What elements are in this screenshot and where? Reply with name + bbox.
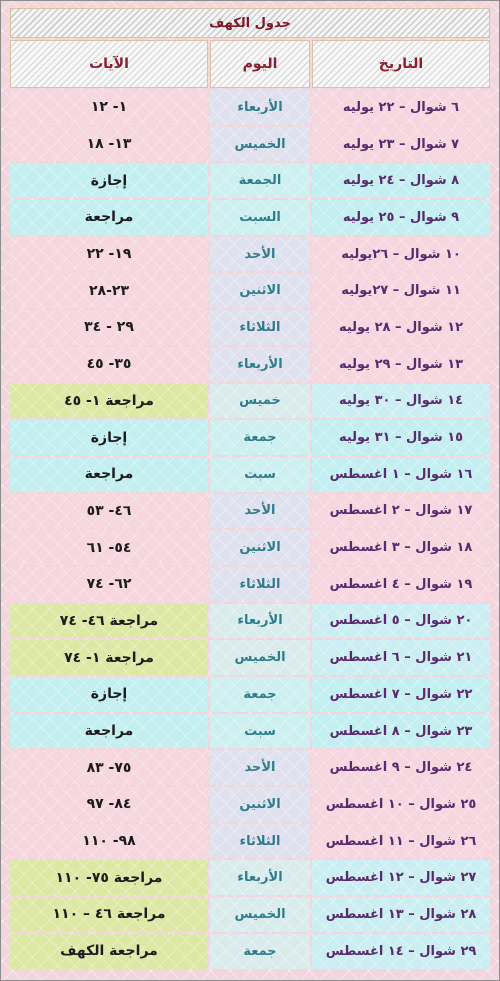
date-cell: ١٣ شوال – ٢٩ يوليه (312, 347, 490, 382)
schedule-row (10, 163, 490, 198)
schedule-row (10, 237, 490, 272)
day-cell: الخميس (210, 640, 310, 675)
verses-cell: ٨٤- ٩٧ (10, 787, 208, 822)
schedule-table-body (10, 90, 490, 971)
schedule-row (10, 677, 490, 712)
day-cell: الاثنين (210, 530, 310, 565)
schedule-row (10, 640, 490, 675)
column-header-date: التاريخ (312, 40, 490, 88)
verses-cell: إجازة (10, 677, 208, 712)
day-cell: سبت (210, 714, 310, 749)
date-cell: ١٨ شوال – ٣ اغسطس (312, 530, 490, 565)
day-cell: الأربعاء (210, 604, 310, 639)
schedule-row (10, 714, 490, 749)
schedule-row (10, 787, 490, 822)
date-cell: ١٤ شوال – ٣٠ يوليه (312, 384, 490, 419)
day-cell: الاثنين (210, 787, 310, 822)
day-cell: الثلاثاء (210, 567, 310, 602)
verses-cell: ٣٥- ٤٥ (10, 347, 208, 382)
date-cell: ٨ شوال – ٢٤ يوليه (312, 163, 490, 198)
date-cell: ١٩ شوال – ٤ اغسطس (312, 567, 490, 602)
day-cell: الثلاثاء (210, 824, 310, 859)
date-cell: ٢٦ شوال – ١١ اغسطس (312, 824, 490, 859)
verses-cell: مراجعة (10, 457, 208, 492)
day-cell: جمعة (210, 934, 310, 969)
date-cell: ٢٤ شوال – ٩ اغسطس (312, 750, 490, 785)
date-cell: ٢٢ شوال – ٧ اغسطس (312, 677, 490, 712)
day-cell: سبت (210, 457, 310, 492)
day-cell: خميس (210, 384, 310, 419)
schedule-row (10, 860, 490, 895)
verses-cell: مراجعة ٤٦- ٧٤ (10, 604, 208, 639)
date-cell: ١٧ شوال – ٢ اغسطس (312, 494, 490, 529)
date-cell: ٢٧ شوال – ١٢ اغسطس (312, 860, 490, 895)
day-cell: الثلاثاء (210, 310, 310, 345)
date-cell: ١١ شوال – ٢٧يوليه (312, 273, 490, 308)
date-cell: ١٢ شوال – ٢٨ يوليه (312, 310, 490, 345)
date-cell: ٢٠ شوال – ٥ اغسطس (312, 604, 490, 639)
schedule-row (10, 90, 490, 125)
schedule-row (10, 604, 490, 639)
day-cell: الجمعة (210, 163, 310, 198)
schedule-row (10, 310, 490, 345)
verses-cell: ١٣- ١٨ (10, 127, 208, 162)
verses-cell: مراجعة ٧٥- ١١٠ (10, 860, 208, 895)
day-cell: الخميس (210, 127, 310, 162)
verses-cell: مراجعة ١- ٤٥ (10, 384, 208, 419)
schedule-row (10, 750, 490, 785)
date-cell: ١٦ شوال – ١ اغسطس (312, 457, 490, 492)
verses-cell: ٧٥- ٨٣ (10, 750, 208, 785)
column-header-verses: الآيات (10, 40, 208, 88)
day-cell: جمعة (210, 677, 310, 712)
verses-cell: ٢٩ - ٣٤ (10, 310, 208, 345)
table-header-row (10, 40, 490, 88)
day-cell: جمعة (210, 420, 310, 455)
schedule-row (10, 127, 490, 162)
day-cell: الأحد (210, 494, 310, 529)
verses-cell: مراجعة ١- ٧٤ (10, 640, 208, 675)
schedule-row (10, 420, 490, 455)
verses-cell: مراجعة (10, 714, 208, 749)
table-title: جدول الكهف (10, 8, 490, 38)
day-cell: الأحد (210, 750, 310, 785)
verses-cell: ١٩- ٢٢ (10, 237, 208, 272)
schedule-row (10, 347, 490, 382)
verses-cell: ١- ١٢ (10, 90, 208, 125)
date-cell: ٦ شوال – ٢٢ يوليه (312, 90, 490, 125)
schedule-row (10, 530, 490, 565)
date-cell: ١٥ شوال – ٣١ يوليه (312, 420, 490, 455)
schedule-row (10, 934, 490, 969)
verses-cell: إجازة (10, 420, 208, 455)
schedule-row (10, 384, 490, 419)
date-cell: ٢٣ شوال – ٨ اغسطس (312, 714, 490, 749)
verses-cell: مراجعة (10, 200, 208, 235)
schedule-row (10, 567, 490, 602)
day-cell: الخميس (210, 897, 310, 932)
column-header-day: اليوم (210, 40, 310, 88)
date-cell: ٢٩ شوال – ١٤ اغسطس (312, 934, 490, 969)
date-cell: ٧ شوال – ٢٣ يوليه (312, 127, 490, 162)
schedule-row (10, 494, 490, 529)
date-cell: ٢١ شوال – ٦ اغسطس (312, 640, 490, 675)
verses-cell: ٩٨- ١١٠ (10, 824, 208, 859)
verses-cell: إجازة (10, 163, 208, 198)
schedule-row (10, 273, 490, 308)
verses-cell: مراجعة الكهف (10, 934, 208, 969)
day-cell: الأربعاء (210, 860, 310, 895)
day-cell: الأربعاء (210, 347, 310, 382)
schedule-row (10, 824, 490, 859)
day-cell: الأربعاء (210, 90, 310, 125)
day-cell: الاثنين (210, 273, 310, 308)
verses-cell: ٢٣-٢٨ (10, 273, 208, 308)
schedule-row (10, 200, 490, 235)
date-cell: ٢٥ شوال – ١٠ اغسطس (312, 787, 490, 822)
verses-cell: ٥٤- ٦١ (10, 530, 208, 565)
schedule-row (10, 457, 490, 492)
schedule-row (10, 897, 490, 932)
verses-cell: ٦٢- ٧٤ (10, 567, 208, 602)
date-cell: ٩ شوال – ٢٥ يوليه (312, 200, 490, 235)
verses-cell: ٤٦- ٥٣ (10, 494, 208, 529)
verses-cell: مراجعة ٤٦ – ١١٠ (10, 897, 208, 932)
day-cell: السبت (210, 200, 310, 235)
date-cell: ٢٨ شوال – ١٣ اغسطس (312, 897, 490, 932)
day-cell: الأحد (210, 237, 310, 272)
date-cell: ١٠ شوال – ٢٦يوليه (312, 237, 490, 272)
